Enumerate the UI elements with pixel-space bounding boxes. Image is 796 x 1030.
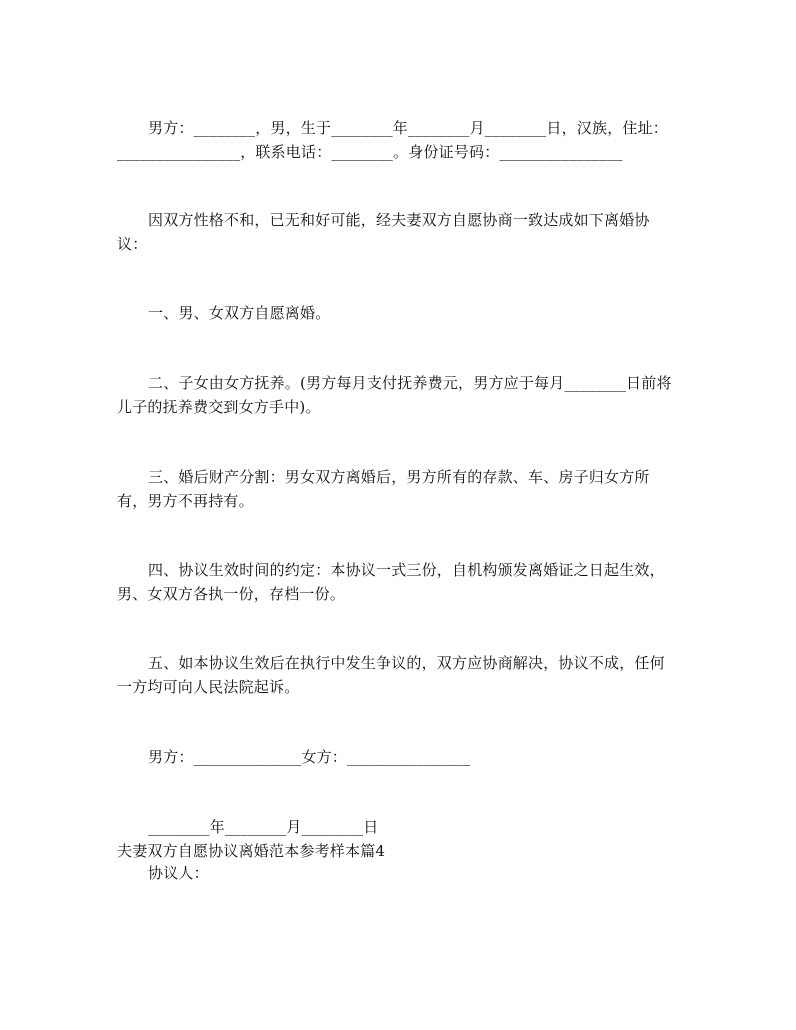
clause-1-paragraph: 一、男、女双方自愿离婚。 — [148, 304, 331, 322]
signatures-line: 男方：______________女方：________________ — [148, 748, 471, 766]
date-line: ________年________月________日 — [148, 818, 379, 836]
clause-3-paragraph: 三、婚后财产分割：男女双方离婚后，男方所有的存款、车、房子归女方所有，男方不再持有。 — [117, 468, 650, 510]
preamble-paragraph: 因双方性格不和，已无和好可能，经夫妻双方自愿协商一致达成如下离婚协议： — [117, 211, 650, 253]
clause-4-paragraph: 四、协议生效时间的约定：本协议一式三份，自机构颁发离婚证之日起生效，男、女双方各执一份，存档一份。 — [117, 561, 665, 603]
party-info-paragraph: 男方：________，男，生于________年________月________日，汉族，住址：________________，联系电话：________。身份证号码：________________ — [117, 119, 669, 161]
clause-5-paragraph: 五、如本协议生效后在执行中发生争议的，双方应协商解决，协议不成，任何一方均可向人民法院起诉。 — [117, 654, 665, 696]
clause-2-paragraph: 二、子女由女方抚养。(男方每月支付抚养费元，男方应于每月________日前将儿子的抚养费交到女方手中)。 — [117, 374, 672, 416]
agreement-party-label: 协议人： — [148, 864, 209, 882]
section-heading: 夫妻双方自愿协议离婚范本参考样本篇4 — [117, 842, 386, 860]
